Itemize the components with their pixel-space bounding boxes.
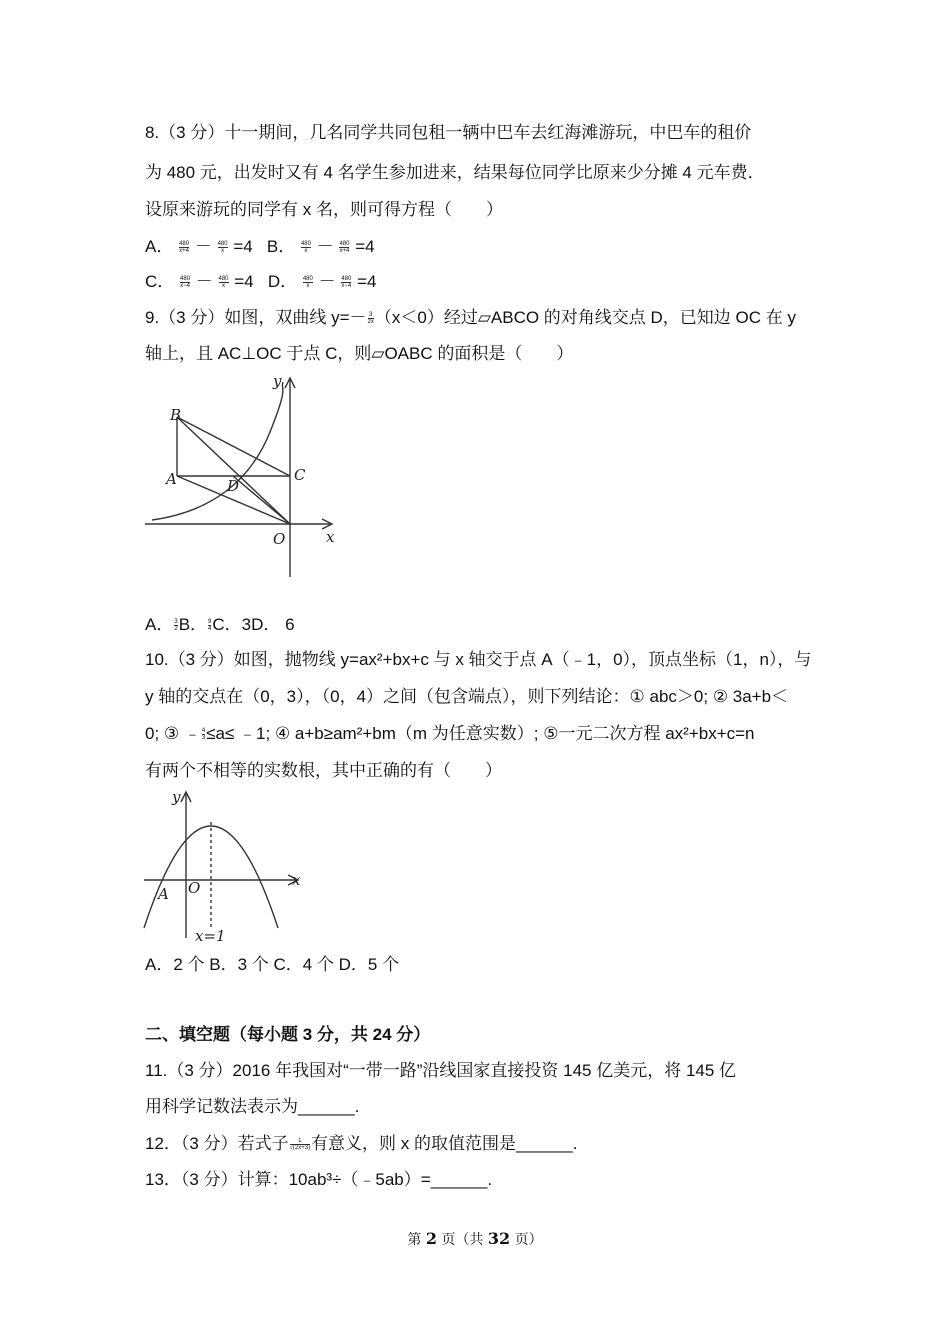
q9-label-b: B [170, 406, 182, 424]
q8-stem-line1: 8.（3 分）十一期间，几名同学共同包租一辆中巴车去红海滩游玩，中巴车的租价 [145, 123, 752, 142]
q10-label-o: O [188, 879, 201, 897]
q8-option-d-label: D． [267, 272, 298, 291]
q9-option-a-label: A． [145, 615, 174, 634]
q8-option-d-minus: － [318, 272, 336, 291]
q8-option-d-fraction1: $\frac{480}{x}$ [302, 276, 313, 290]
footer-prefix: 第 [407, 1232, 426, 1248]
q10-stem-line4: 有两个不相等的实数根，其中正确的有（ ） [145, 761, 502, 780]
q8-option-b-minus: － [316, 237, 334, 256]
q8-option-b-tail: =4 [355, 237, 375, 256]
q8-option-b-label: B． [266, 237, 296, 256]
q8-option-a-minus: － [194, 237, 212, 256]
q8-option-c-fraction1: $\frac{480}{x-4}$ [180, 276, 191, 290]
section-heading-fill-in: 二、填空题（每小题 3 分，共 24 分） [145, 1025, 431, 1044]
q9-label-d: D [227, 477, 240, 495]
q9-option-b-label: B． [178, 615, 208, 634]
q10-stem-line3 [145, 723, 755, 745]
q11-stem-line2: 用科学记数法表示为______. [145, 1097, 360, 1116]
q9-label-y: y [273, 372, 282, 390]
q9-side-bo [177, 417, 290, 524]
q8-option-a-fraction1: $\frac{480}{x+4}$ [179, 241, 190, 255]
q9-stem-line1-end: （x＜0）经过▱ABCO 的对角线交点 D，已知边 OC 在 y [374, 308, 796, 327]
q10-stem-line1: 10.（3 分）如图，抛物线 y=ax²+bx+c 与 x 轴交于点 A（﹣1，0），顶点坐标（1，n），与 [145, 650, 812, 669]
q9-option-a-fraction: $\frac{3}{2}$ [174, 619, 178, 633]
q9-stem-line2: 轴上，且 AC⊥OC 于点 C，则▱OABC 的面积是（ ） [145, 344, 574, 363]
q10-stem-line3-start: 0; ③ ﹣ [145, 724, 201, 743]
q9-option-b-fraction: $\frac{9}{4}$ [208, 619, 212, 633]
q8-option-a-label: A． [145, 237, 174, 256]
q9-label-a: A [166, 470, 177, 488]
q10-figure [140, 788, 310, 948]
q10-options: A．2 个 B．3 个 C．4 个 D．5 个 [145, 955, 400, 974]
q9-label-x: x [326, 528, 335, 546]
q10-label-a: A [158, 885, 169, 903]
q10-stem-line3-end: ≤a≤ ﹣1; ④ a+b≥am²+bm（m 为任意实数）; ⑤一元二次方程 ax²+bx+c=n [206, 724, 755, 743]
q12-stem-start: 12．（3 分）若式子 [145, 1134, 289, 1153]
q12-stem [145, 1133, 577, 1155]
q10-label-y: y [172, 788, 181, 806]
q9-stem-line1-start: 9.（3 分）如图，双曲线 y=－ [145, 308, 367, 327]
q8-option-b-fraction2: $\frac{480}{x+4}$ [339, 241, 350, 255]
q9-hyperbola-fraction: $\frac{3}{2x}$ [367, 312, 374, 326]
q8-option-c-label: C． [145, 272, 175, 291]
q9-diagonal-do [233, 476, 290, 524]
q8-option-d-fraction2: $\frac{480}{x-4}$ [341, 276, 352, 290]
q8-option-c-fraction2: $\frac{480}{x}$ [218, 276, 229, 290]
q8-option-a-tail: =4 [233, 237, 253, 256]
q9-label-c: C [294, 466, 306, 484]
q12-stem-end: 有意义，则 x 的取值范围是______. [311, 1134, 578, 1153]
q10-label-x: x [292, 871, 301, 889]
footer-middle: 页（共 [436, 1232, 488, 1248]
q8-option-b-fraction1: $\frac{480}{x}$ [300, 241, 311, 255]
q10-fraction: $\frac{4}{3}$ [201, 728, 206, 742]
q10-stem-line2: y 轴的交点在（0，3），（0，4）之间（包含端点），则下列结论：① abc＞0; ② 3a+b＜ [145, 687, 789, 706]
footer-page-number: 2 [425, 1229, 437, 1248]
q13-stem: 13．（3 分）计算：10ab³÷（﹣5ab）=______. [145, 1170, 493, 1189]
q12-fraction: $\frac{1}{√(2x+3)}$ [289, 1138, 311, 1152]
q8-option-a-fraction2: $\frac{480}{x}$ [217, 241, 228, 255]
q8-stem-line3: 设原来游玩的同学有 x 名，则可得方程（ ） [145, 200, 503, 219]
q8-option-c-minus: － [195, 272, 213, 291]
q9-stem-line1 [145, 307, 796, 329]
q9-label-o: O [273, 530, 286, 548]
footer-total-pages: 32 [487, 1229, 511, 1248]
q9-options [145, 614, 295, 636]
q8-option-c-tail: =4 [234, 272, 254, 291]
q11-stem-line1: 11.（3 分）2016 年我国对“一带一路”沿线国家直接投资 145 亿美元，将 145 亿 [145, 1061, 737, 1080]
q8-stem-line2: 为 480 元，出发时又有 4 名学生参加进来，结果每位同学比原来少分摊 4 元车费． [145, 163, 765, 182]
q9-option-c-d: C．3D． 6 [212, 615, 295, 634]
page-footer [0, 1229, 950, 1249]
footer-suffix: 页） [510, 1232, 543, 1248]
q10-label-x-equals-1: x=1 [195, 927, 226, 945]
q9-figure [140, 372, 340, 582]
q8-options-row2 [145, 271, 376, 293]
q8-option-d-tail: =4 [357, 272, 377, 291]
q8-options-row1 [145, 236, 375, 258]
